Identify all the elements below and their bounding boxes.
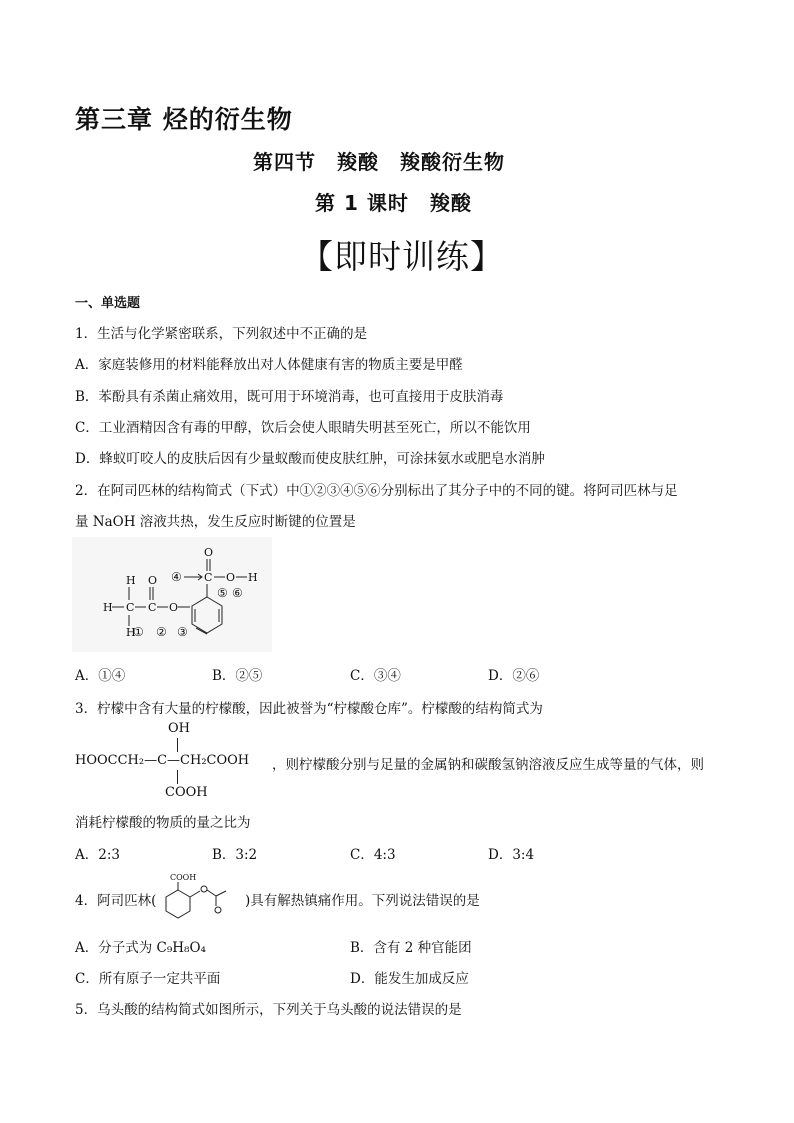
bond-label-two: ② (156, 625, 167, 639)
bond-label-three: ③ (177, 625, 188, 639)
diagram-h-top: H (126, 574, 136, 587)
q4-option-d: D．能发生加成反应 (350, 971, 469, 987)
q1-option-d: D．蜂蚁叮咬人的皮肤后因有少量蚁酸而使皮肤红肿，可涂抹氨水或肥皂水消肿 (75, 451, 545, 467)
q2-option-d: D．②⑥ (488, 668, 540, 684)
q2-option-b: B．②⑤ (212, 668, 263, 684)
question-type-heading: 一、单选题 (75, 296, 141, 311)
diagram-c-carbonyl: C (148, 601, 157, 614)
citric-formula-main: HOOCCH₂—C—CH₂COOH (75, 753, 250, 768)
section-title-heading: 第四节 羧酸 羧酸衍生物 (253, 150, 505, 174)
diagram-o-hydroxyl: O (226, 571, 236, 584)
aspirin-bond-diagram (72, 537, 272, 652)
small-struct-cooh: COOH (170, 873, 197, 882)
q3-option-c: C．4:3 (350, 847, 396, 863)
q4-option-c: C．所有原子一定共平面 (75, 971, 221, 987)
q3-stem: 3．柠檬中含有大量的柠檬酸，因此被誉为“柠檬酸仓库”。柠檬酸的结构简式为 (75, 701, 543, 717)
bond-label-five: ⑤ (217, 586, 228, 600)
q1-option-c: C．工业酒精因含有毒的甲醇，饮后会使人眼睛失明甚至死亡，所以不能饮用 (75, 420, 531, 436)
citric-formula-oh: OH (168, 721, 190, 736)
q2-stem-line1: 2．在阿司匹林的结构简式（下式）中①②③④⑤⑥分别标出了其分子中的不同的键。将阿司匹林与足 (75, 483, 678, 499)
q2-stem-line2: 量 NaOH 溶液共热，发生反应时断键的位置是 (75, 514, 356, 530)
diagram-c-carboxyl: C (204, 571, 213, 584)
q4-option-a: A．分子式为 C₉H₈O₄ (75, 940, 206, 956)
diagram-o-ester: O (169, 601, 179, 614)
chapter-title: 第三章 烃的衍生物 (75, 105, 293, 134)
q1-option-a: A．家庭装修用的材料能释放出对人体健康有害的物质主要是甲醛 (75, 357, 463, 373)
q3-option-d: D．3:4 (488, 847, 535, 863)
diagram-c-methyl: C (126, 601, 135, 614)
citric-bond-up (177, 738, 178, 752)
q4-stem-pre: 4．阿司匹林( (75, 893, 157, 909)
q4-option-b: B．含有 2 种官能团 (350, 940, 472, 956)
q2-option-c: C．③④ (350, 668, 401, 684)
q1-option-b: B．苯酚具有杀菌止痛效用，既可用于环境消毒，也可直接用于皮肤消毒 (75, 389, 504, 405)
diagram-o-top: O (204, 546, 214, 559)
bond-label-six: ⑥ (232, 586, 243, 600)
q5-stem: 5．乌头酸的结构简式如图所示，下列关于乌头酸的说法错误的是 (75, 1002, 462, 1018)
bond-label-four: ④ (171, 570, 182, 584)
diagram-h-hydroxyl: H (248, 571, 258, 584)
q3-option-a: A．2:3 (75, 847, 120, 863)
q4-stem-post: )具有解热镇痛作用。下列说法错误的是 (245, 893, 480, 909)
diagram-o-carbonyl: O (148, 574, 158, 587)
aspirin-small-structure (152, 870, 244, 920)
lesson-title: 第 1 课时 羧酸 (315, 191, 472, 215)
diagram-h-left: H (103, 601, 113, 614)
q1-stem: 1．生活与化学紧密联系，下列叙述中不正确的是 (75, 326, 368, 342)
bond-label-one: ① (133, 625, 144, 639)
q3-stem-continued: ，则柠檬酸分别与足量的金属钠和碳酸氢钠溶液反应生成等量的气体，则 (272, 757, 704, 773)
citric-formula-cooh: COOH (165, 785, 208, 800)
citric-bond-down (177, 770, 178, 784)
banner-title: 【即时训练】 (300, 237, 504, 276)
q3-stem-line2: 消耗柠檬酸的物质的量之比为 (75, 815, 251, 831)
q3-option-b: B．3:2 (212, 847, 258, 863)
q2-option-a: A．①④ (75, 668, 126, 684)
diagram-h-bottom: H (126, 626, 136, 639)
